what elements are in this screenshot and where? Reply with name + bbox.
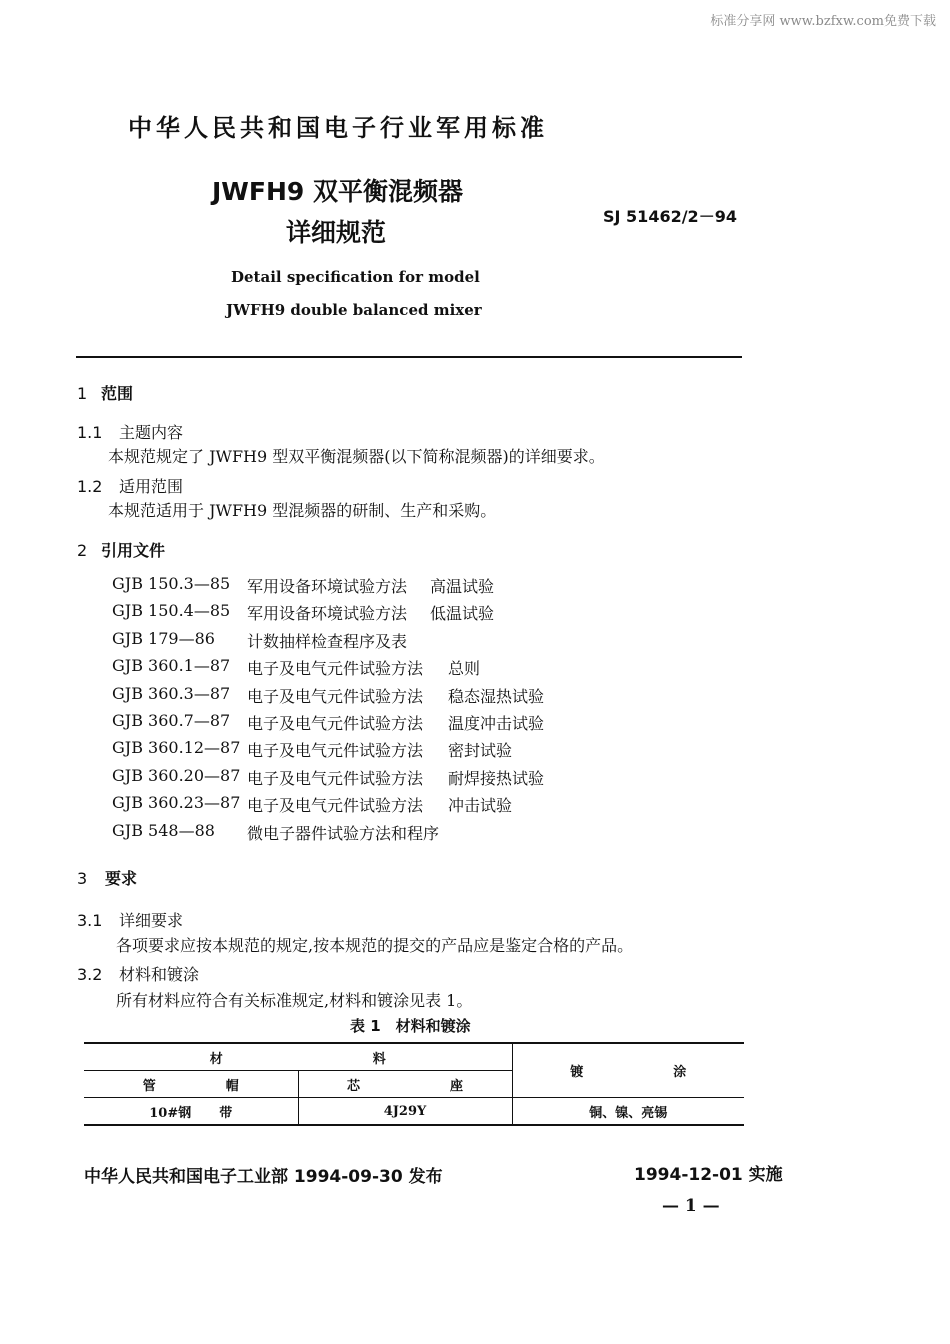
reference-subtitle: 密封试验 [448,741,513,760]
header-material-char: 材 [209,1051,223,1067]
reference-title: 微电子器件试验方法和程序 [247,824,440,843]
issue-date: 中华人民共和国电子工业部 1994-09-30 发布 [84,1167,443,1187]
reference-subtitle: 稳态湿热试验 [448,687,545,706]
effective-date: 1994-12-01 实施 [634,1165,783,1185]
section-title: 主题内容 [119,423,184,442]
section-3-1-heading [77,908,183,931]
table-header-row [84,1043,744,1071]
materials-plating-table [84,1042,744,1126]
section-1-2-heading [77,474,183,497]
header-core-char: 座 [450,1078,464,1094]
section-number: 1.2 [77,477,103,496]
header-cap-char: 管 [142,1078,156,1094]
section-3-2-text: 所有材料应符合有关标准规定,材料和镀涂见表 1。 [116,991,473,1010]
header-cap [84,1071,298,1098]
header-plating [512,1043,744,1098]
section-number: 3 [77,869,88,888]
section-title: 适用范围 [119,477,184,496]
header-material-char: 料 [372,1051,386,1067]
reference-title: 电子及电气元件试验方法 [247,769,424,788]
header-cap-char: 帽 [225,1078,239,1094]
section-title: 引用文件 [101,541,166,560]
cell-text: 10#钢 [149,1105,192,1121]
section-title: 范围 [101,384,134,403]
reference-subtitle: 温度冲击试验 [448,714,545,733]
standard-code: SJ 51462/2－94 [603,207,737,226]
reference-title: 电子及电气元件试验方法 [247,659,424,678]
table-caption: 表 1 材料和镀涂 [350,1017,471,1035]
section-number: 3.1 [77,911,103,930]
section-title: 详细要求 [119,911,184,930]
cell-cap-material [84,1098,298,1126]
document-title: JWFH9 双平衡混频器 [212,177,463,206]
reference-subtitle: 冲击试验 [448,796,513,815]
header-plating-char: 镀 [570,1065,584,1080]
document-subtitle: 详细规范 [286,218,387,247]
header-material [84,1043,512,1071]
table-row [84,1098,744,1126]
english-title-line1: Detail specification for model [231,268,480,286]
section-1-1-heading [77,420,183,443]
reference-code: GJB 150.3—85 [112,574,231,593]
reference-code: GJB 360.12—87 [112,738,241,757]
issuing-organization: 中华人民共和国电子行业军用标准 [128,114,548,142]
header-divider [76,356,742,358]
page-number: — 1 — [662,1196,720,1216]
reference-code: GJB 360.3—87 [112,684,231,703]
reference-subtitle: 总则 [448,659,481,678]
section-2-heading [77,538,165,561]
reference-code: GJB 150.4—85 [112,601,231,620]
reference-title: 电子及电气元件试验方法 [247,687,424,706]
reference-title: 电子及电气元件试验方法 [247,796,424,815]
reference-subtitle: 高温试验 [430,577,495,596]
reference-code: GJB 548—88 [112,821,215,840]
header-core-char: 芯 [346,1078,360,1094]
cell-core-material: 4J29Y [298,1098,512,1126]
section-3-2-heading [77,962,199,985]
reference-code: GJB 360.23—87 [112,793,241,812]
reference-title: 军用设备环境试验方法 [247,604,408,623]
reference-title: 计数抽样检查程序及表 [247,632,408,651]
section-number: 1.1 [77,423,103,442]
header-core [298,1071,512,1098]
reference-code: GJB 360.1—87 [112,656,231,675]
reference-subtitle: 耐焊接热试验 [448,769,545,788]
cell-plating: 铜、镍、亮锡 [512,1098,744,1126]
cell-text: 带 [219,1105,233,1121]
reference-code: GJB 360.7—87 [112,711,231,730]
reference-code: GJB 360.20—87 [112,766,241,785]
section-3-1-text: 各项要求应按本规范的规定,按本规范的提交的产品应是鉴定合格的产品。 [116,936,634,955]
section-1-heading [77,381,133,404]
section-3-heading [77,866,137,889]
section-number: 3.2 [77,965,103,984]
section-number: 2 [77,541,88,560]
watermark-text: 标准分享网 www.bzfxw.com免费下载 [710,14,936,29]
section-1-2-text: 本规范适用于 JWFH9 型混频器的研制、生产和采购。 [108,501,497,520]
section-title: 要求 [105,869,138,888]
header-plating-char: 涂 [673,1065,687,1080]
reference-title: 电子及电气元件试验方法 [247,714,424,733]
reference-title: 电子及电气元件试验方法 [247,741,424,760]
reference-code: GJB 179—86 [112,629,215,648]
section-number: 1 [77,384,88,403]
section-title: 材料和镀涂 [119,965,200,984]
reference-subtitle: 低温试验 [430,604,495,623]
english-title-line2: JWFH9 double balanced mixer [226,301,482,319]
section-1-1-text: 本规范规定了 JWFH9 型双平衡混频器(以下简称混频器)的详细要求。 [108,447,605,466]
reference-title: 军用设备环境试验方法 [247,577,408,596]
